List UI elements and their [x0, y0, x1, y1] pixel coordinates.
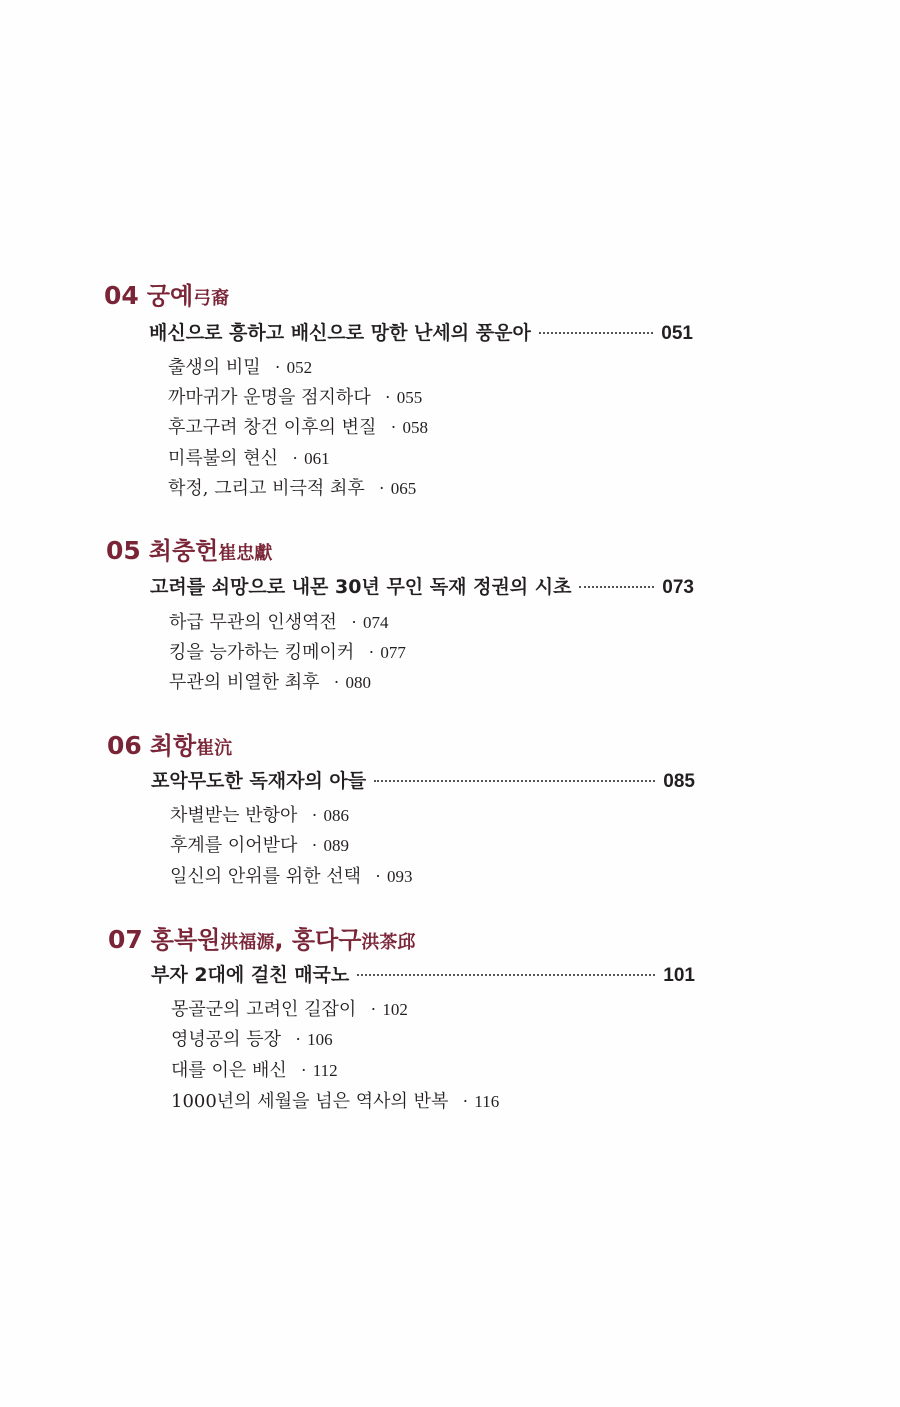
dot-leader	[579, 586, 654, 588]
dot-leader	[539, 332, 653, 334]
entry-page-number: 061	[304, 449, 330, 468]
toc-entry[interactable]	[171, 1087, 499, 1113]
entry-page-number: 074	[362, 613, 389, 632]
entry-title: 일신의 안위를 위한 선택	[170, 866, 362, 887]
entry-title: 몽골군의 고려인 길잡이	[171, 999, 357, 1020]
section-entry[interactable]	[150, 572, 694, 599]
section-title: 부자 2대에 걸친 매국노	[151, 964, 350, 986]
entry-dot: ·	[378, 478, 385, 498]
entry-page-number: 055	[396, 388, 423, 407]
entry-page-number: 065	[390, 479, 417, 498]
chapter-name: 최충헌	[148, 537, 219, 565]
entry-dot: ·	[384, 387, 391, 407]
entry-dot: ·	[350, 612, 357, 632]
entry-title: 후계를 이어받다	[170, 835, 298, 856]
toc-entry[interactable]	[170, 831, 349, 857]
entry-page-number: 102	[382, 1000, 408, 1019]
toc-entry[interactable]	[170, 862, 413, 888]
entry-page-number: 077	[380, 643, 406, 662]
entry-dot: ·	[370, 999, 377, 1019]
entry-title: 무관의 비열한 최후	[169, 672, 320, 693]
entry-title: 후고구려 창건 이후의 변질	[168, 417, 377, 438]
section-page-number: 085	[663, 771, 695, 792]
entry-page-number: 093	[387, 867, 413, 886]
entry-page-number: 106	[307, 1030, 333, 1049]
dot-leader	[374, 780, 655, 782]
chapter-number: 06	[107, 731, 142, 760]
entry-dot: ·	[311, 835, 318, 855]
toc-entry[interactable]	[168, 444, 330, 470]
section-title: 배신으로 흥하고 배신으로 망한 난세의 풍운아	[149, 322, 531, 344]
toc-entry[interactable]	[171, 995, 408, 1021]
entry-dot: ·	[292, 448, 299, 468]
entry-title: 1000년의 세월을 넘은 역사의 반복	[171, 1091, 449, 1112]
section-page-number: 051	[661, 323, 693, 344]
toc-entry[interactable]	[169, 668, 371, 694]
toc-entry[interactable]	[169, 608, 388, 634]
chapter-heading	[104, 276, 229, 311]
entry-page-number: 080	[345, 673, 372, 692]
chapter-number: 07	[108, 925, 143, 954]
entry-title: 차별받는 반항아	[170, 805, 298, 826]
chapter-hanja-2: 洪茶邱	[361, 932, 416, 953]
entry-title: 킹을 능가하는 킹메이커	[169, 642, 355, 663]
entry-title: 미륵불의 현신	[168, 448, 279, 469]
entry-dot: ·	[375, 866, 382, 886]
entry-dot: ·	[368, 642, 375, 662]
chapter-heading	[106, 531, 272, 566]
toc-entry[interactable]	[168, 474, 416, 500]
entry-page-number: 116	[474, 1092, 500, 1111]
entry-title: 대를 이은 배신	[171, 1060, 287, 1081]
toc-entry[interactable]	[169, 638, 406, 664]
section-page-number: 073	[662, 577, 694, 598]
chapter-name-separator: ,	[274, 926, 292, 954]
entry-dot: ·	[300, 1060, 307, 1080]
toc-entry[interactable]	[170, 801, 349, 827]
section-entry[interactable]	[149, 318, 693, 345]
chapter-heading	[108, 920, 415, 955]
entry-title: 하급 무관의 인생역전	[169, 612, 337, 633]
entry-dot: ·	[295, 1029, 302, 1049]
entry-page-number: 086	[323, 806, 349, 825]
section-page-number: 101	[663, 965, 695, 986]
section-title: 포악무도한 독재자의 아들	[151, 770, 367, 792]
section-title: 고려를 쇠망으로 내몬 30년 무인 독재 정권의 시초	[150, 576, 572, 598]
chapter-hanja: 弓裔	[193, 288, 230, 309]
chapter-number: 04	[104, 281, 139, 310]
section-entry[interactable]	[151, 960, 695, 987]
dot-leader	[357, 974, 655, 976]
chapter-name-2: 홍다구	[291, 926, 362, 954]
entry-page-number: 052	[286, 358, 313, 377]
chapter-hanja: 崔沆	[196, 738, 233, 759]
toc-entry[interactable]	[168, 353, 312, 379]
chapter-heading	[107, 726, 232, 761]
section-entry[interactable]	[151, 766, 695, 793]
entry-dot: ·	[311, 805, 318, 825]
entry-title: 까마귀가 운명을 점지하다	[168, 387, 371, 408]
toc-entry[interactable]	[168, 383, 422, 409]
entry-dot: ·	[462, 1091, 469, 1111]
chapter-hanja: 洪福源	[220, 932, 275, 953]
chapter-name: 궁예	[146, 282, 194, 310]
entry-page-number: 112	[312, 1061, 338, 1080]
chapter-name: 최항	[149, 732, 197, 760]
entry-dot: ·	[333, 672, 340, 692]
entry-title: 영녕공의 등장	[171, 1029, 282, 1050]
chapter-name: 홍복원	[150, 926, 221, 954]
entry-page-number: 089	[323, 836, 349, 855]
entry-page-number: 058	[402, 418, 428, 437]
toc-entry[interactable]	[171, 1056, 338, 1082]
entry-title: 출생의 비밀	[168, 357, 261, 378]
chapter-number: 05	[106, 536, 141, 565]
entry-dot: ·	[390, 417, 397, 437]
toc-entry[interactable]	[168, 413, 428, 439]
entry-title: 학정, 그리고 비극적 최후	[168, 478, 365, 499]
chapter-hanja: 崔忠獻	[218, 543, 273, 564]
toc-entry[interactable]	[171, 1025, 333, 1051]
entry-dot: ·	[274, 357, 281, 377]
